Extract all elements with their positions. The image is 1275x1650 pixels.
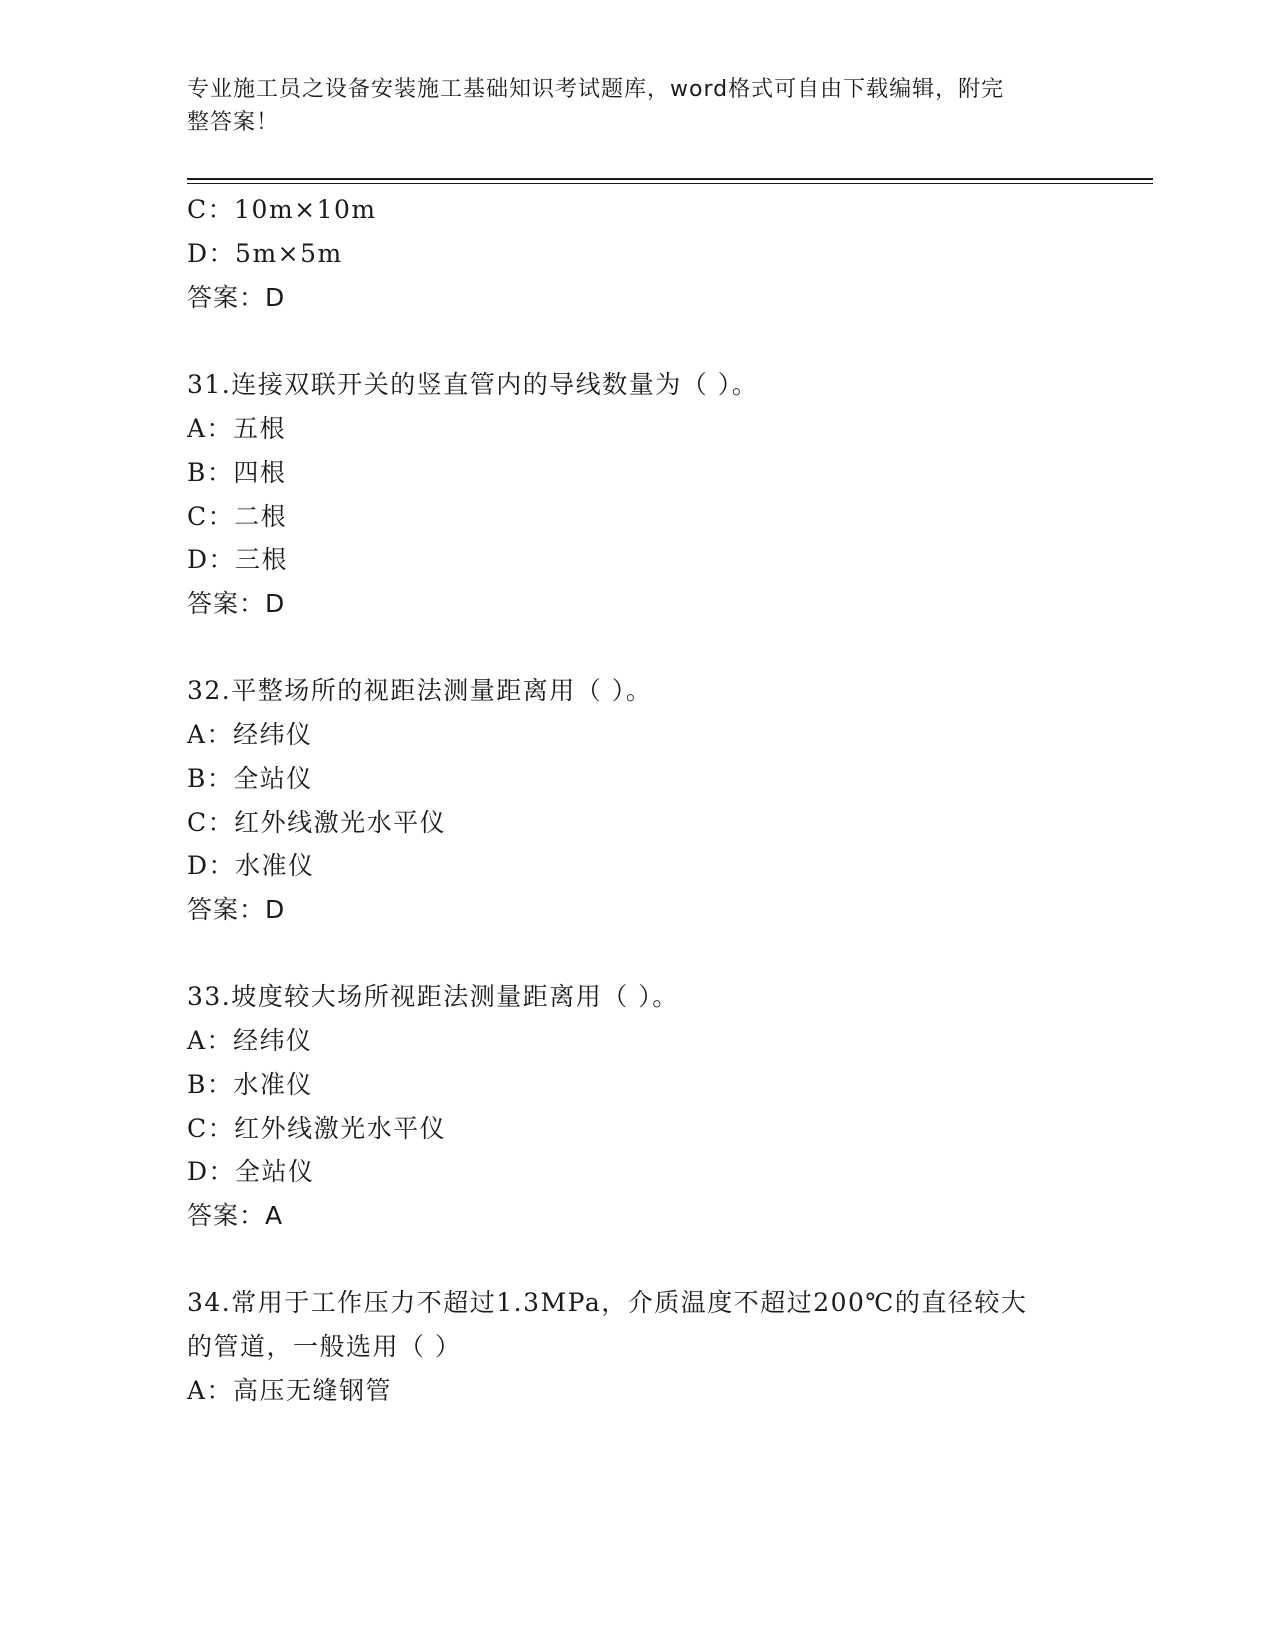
question-33-option-a: A：经纬仪: [187, 1026, 313, 1055]
question-31-answer: 答案：D: [187, 589, 286, 618]
question-33-stem: 33.坡度较大场所视距法测量距离用（ ）。: [187, 982, 679, 1011]
header-line-1: 专业施工员之设备安装施工基础知识考试题库，word格式可自由下载编辑，附完: [187, 77, 1005, 102]
question-33-option-c: C：红外线激光水平仪: [187, 1114, 447, 1143]
question-32-option-c: C：红外线激光水平仪: [187, 808, 447, 837]
question-31-option-c: C：二根: [187, 502, 288, 531]
question-31-option-d: D：三根: [187, 545, 289, 574]
answer: 答案：D: [187, 283, 286, 312]
question-31-stem: 31.连接双联开关的竖直管内的导线数量为（ ）。: [187, 370, 759, 399]
question-32-option-b: B：全站仪: [187, 764, 313, 793]
header-line-2: 整答案！: [187, 110, 280, 135]
question-34-stem-line-2: 的管道，一般选用（ ）: [187, 1332, 462, 1361]
question-32-option-d: D：水准仪: [187, 851, 315, 880]
page-header: [187, 73, 1067, 139]
question-33-answer: 答案：A: [187, 1201, 284, 1230]
question-32-stem: 32.平整场所的视距法测量距离用（ ）。: [187, 676, 653, 705]
question-32-answer: 答案：D: [187, 895, 286, 924]
question-33-option-d: D：全站仪: [187, 1157, 315, 1186]
question-33-option-b: B：水准仪: [187, 1070, 313, 1099]
question-34-option-a: A：高压无缝钢管: [187, 1376, 393, 1405]
question-31-option-a: A：五根: [187, 414, 287, 443]
question-31-option-b: B：四根: [187, 458, 287, 487]
option-c: C：10m×10m: [187, 195, 377, 224]
question-32-option-a: A：经纬仪: [187, 720, 313, 749]
option-d: D：5m×5m: [187, 239, 343, 268]
question-34-stem-line-1: 34.常用于工作压力不超过1.3MPa，介质温度不超过200℃的直径较大: [187, 1288, 1028, 1317]
header-divider: [187, 178, 1153, 180]
header-divider-thin: [187, 183, 1153, 184]
